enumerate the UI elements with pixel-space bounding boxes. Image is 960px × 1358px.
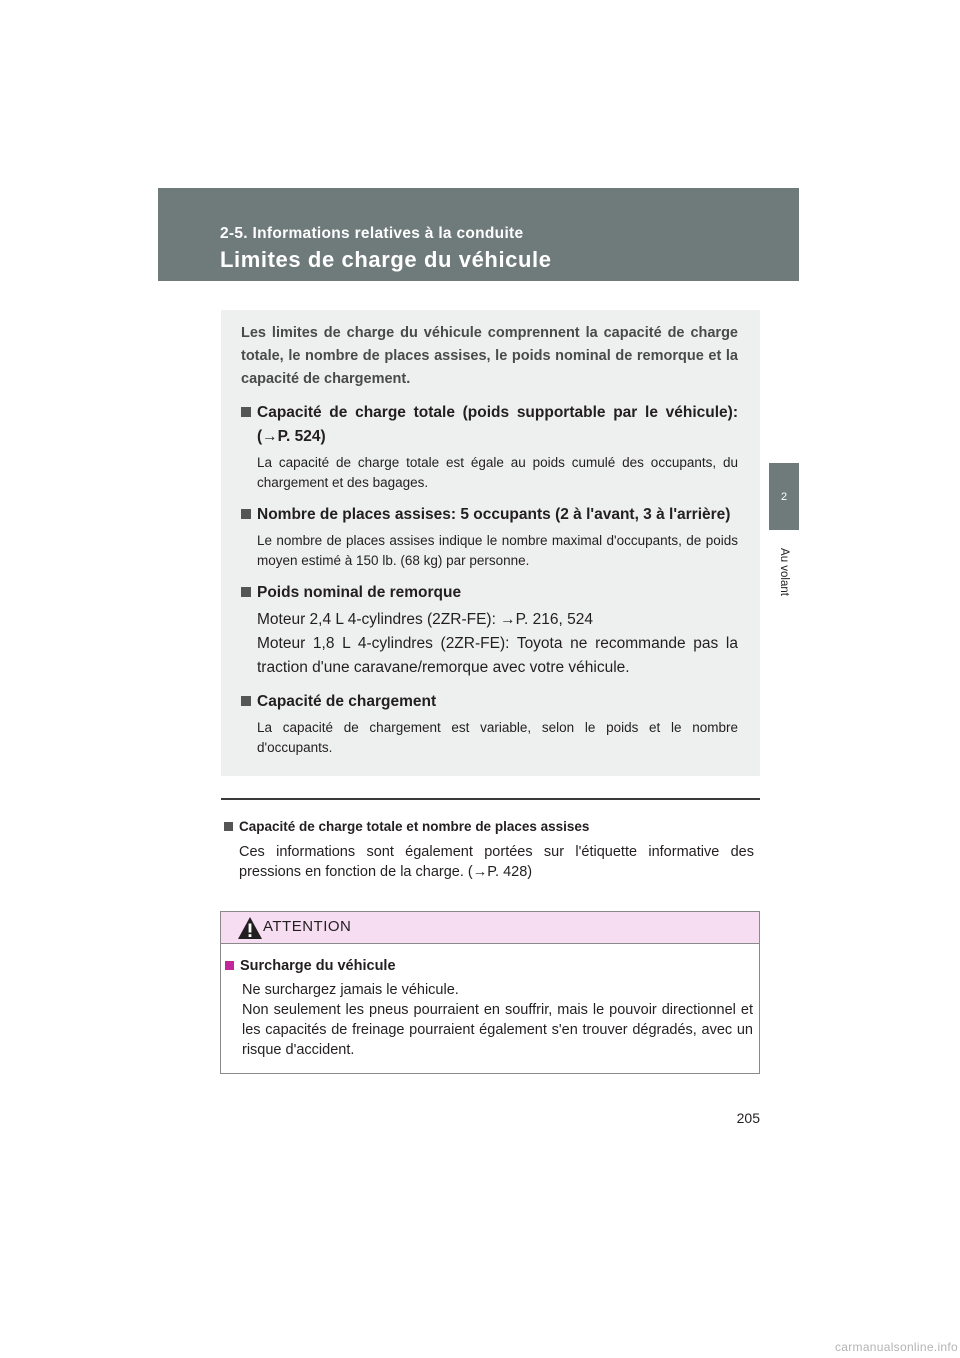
- square-bullet-icon: [241, 509, 251, 519]
- chapter-number: 2: [780, 490, 788, 503]
- info-box: [221, 310, 760, 776]
- warning-label: ATTENTION: [263, 918, 352, 935]
- warning-header: [221, 912, 759, 944]
- watermark: carmanualsonline.info: [834, 1340, 958, 1354]
- chapter-label: [761, 540, 807, 604]
- item-description-line: Moteur 1,8 L 4-cylindres (2ZR-FE): Toyota ne recommande pas la traction d'une caravane/remorque avec votre véhicule.: [257, 635, 738, 676]
- warning-box: [220, 911, 760, 1074]
- section-label: 2-5. Informations relatives à la conduite: [220, 225, 524, 242]
- chapter-label-text: Au volant: [778, 548, 791, 596]
- list-item: [241, 581, 738, 680]
- warning-content: [221, 944, 759, 1060]
- warning-triangle-icon: [237, 916, 263, 940]
- list-item: [241, 401, 738, 493]
- note-section: [224, 817, 754, 882]
- section-header: [158, 188, 799, 281]
- square-bullet-icon: [241, 587, 251, 597]
- note-body: Ces informations sont également portées sur l'étiquette informative des pressions en fonction de la charge. (→P. 428): [239, 844, 754, 880]
- item-description: La capacité de chargement est variable, selon le poids et le nombre d'occupants.: [257, 720, 738, 755]
- item-description: La capacité de charge totale est égale au poids cumulé des occupants, du chargement et des bagages.: [257, 455, 738, 490]
- list-item: [241, 690, 738, 758]
- square-bullet-icon: [224, 822, 233, 831]
- page-title: Limites de charge du véhicule: [220, 247, 552, 272]
- warning-line: Non seulement les pneus pourraient en souffrir, mais le pouvoir directionnel et les capacités de freinage pourraient également s'en trouver dégradés, avec un risque d'accident.: [242, 1002, 753, 1058]
- square-bullet-icon: [225, 961, 234, 970]
- item-title: Poids nominal de remorque: [257, 584, 462, 601]
- list-item: [241, 503, 738, 571]
- chapter-tab: [769, 463, 799, 530]
- warning-body: [242, 980, 753, 1060]
- warning-title-text: Surcharge du véhicule: [240, 958, 396, 974]
- warning-line: Ne surchargez jamais le véhicule.: [242, 982, 459, 998]
- item-title: Capacité de chargement: [257, 693, 437, 710]
- note-title-text: Capacité de charge totale et nombre de places assises: [239, 819, 590, 834]
- item-description: [257, 608, 738, 680]
- intro-text: Les limites de charge du véhicule comprennent la capacité de charge totale, le nombre de places assises, le poids nominal de remorque et la capacité de chargement.: [241, 325, 738, 387]
- square-bullet-icon: [241, 696, 251, 706]
- item-title: Capacité de charge totale (poids supportable par le véhicule): (→P. 524): [257, 404, 738, 445]
- item-description: Le nombre de places assises indique le nombre maximal d'occupants, de poids moyen estimé à 150 lb. (68 kg) par personne.: [257, 533, 738, 568]
- item-description-line: Moteur 2,4 L 4-cylindres (2ZR-FE): →P. 216, 524: [257, 611, 593, 628]
- warning-title: [225, 956, 753, 976]
- page-number: 205: [736, 1110, 760, 1126]
- divider: [221, 798, 760, 800]
- square-bullet-icon: [241, 407, 251, 417]
- note-title: [224, 817, 754, 837]
- item-title: Nombre de places assises: 5 occupants (2 à l'avant, 3 à l'arrière): [257, 506, 731, 523]
